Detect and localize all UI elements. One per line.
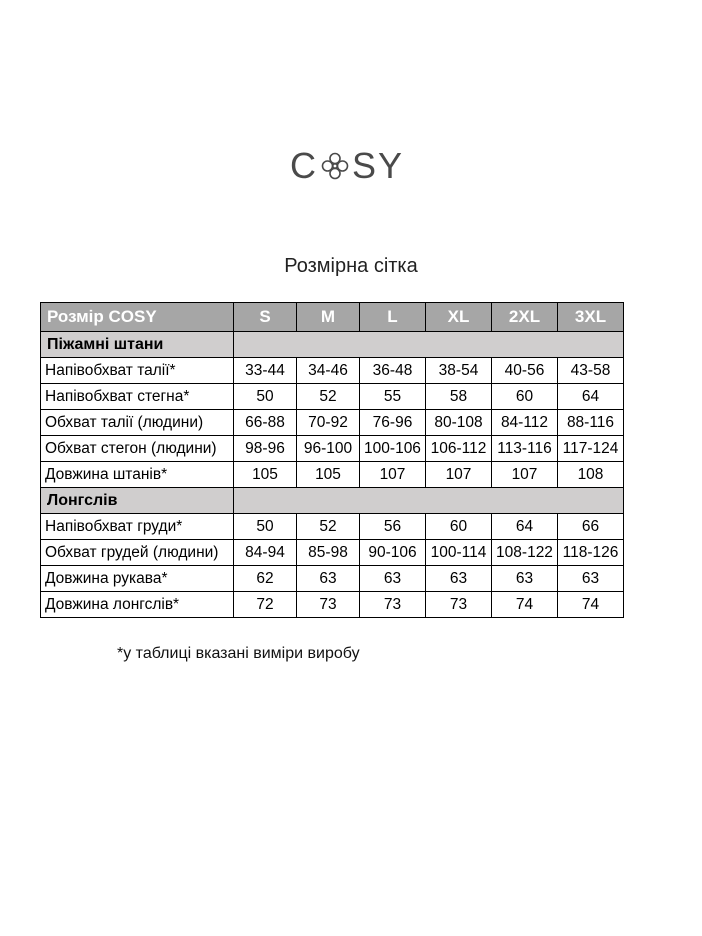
logo-text-start: C [290, 145, 318, 186]
table-cell: 88-116 [558, 410, 624, 436]
table-cell: 64 [492, 514, 558, 540]
table-header-row [41, 303, 624, 332]
table-row [41, 514, 624, 540]
table-cell: 52 [297, 514, 360, 540]
table-row [41, 436, 624, 462]
row-label: Довжина рукава* [41, 566, 234, 592]
header-size-l: L [360, 303, 426, 332]
table-row [41, 540, 624, 566]
row-label: Напівобхват талії* [41, 358, 234, 384]
table-cell: 105 [234, 462, 297, 488]
table-cell: 63 [558, 566, 624, 592]
flower-o-icon [320, 151, 350, 181]
table-cell: 100-114 [426, 540, 492, 566]
table-cell: 72 [234, 592, 297, 618]
footnote: *у таблиці вказані виміри виробу [117, 645, 360, 662]
table-cell: 106-112 [426, 436, 492, 462]
page-title: Розмірна сітка [284, 255, 418, 277]
table-cell: 66-88 [234, 410, 297, 436]
table-cell: 84-112 [492, 410, 558, 436]
header-size-xl: XL [426, 303, 492, 332]
table-cell: 73 [360, 592, 426, 618]
table-cell: 107 [492, 462, 558, 488]
header-size-2xl: 2XL [492, 303, 558, 332]
table-row [41, 384, 624, 410]
header-size-3xl: 3XL [558, 303, 624, 332]
logo-text-end: SY [352, 145, 405, 186]
table-row [41, 358, 624, 384]
table-cell: 62 [234, 566, 297, 592]
table-cell: 118-126 [558, 540, 624, 566]
table-cell: 55 [360, 384, 426, 410]
table-cell: 108-122 [492, 540, 558, 566]
table-cell: 43-58 [558, 358, 624, 384]
row-label: Обхват талії (людини) [41, 410, 234, 436]
header-size-s: S [234, 303, 297, 332]
table-cell: 85-98 [297, 540, 360, 566]
row-label: Довжина лонгслів* [41, 592, 234, 618]
table-cell: 73 [297, 592, 360, 618]
table-cell: 98-96 [234, 436, 297, 462]
table-cell: 38-54 [426, 358, 492, 384]
table-cell: 74 [558, 592, 624, 618]
table-cell: 108 [558, 462, 624, 488]
row-label: Обхват стегон (людини) [41, 436, 234, 462]
table-cell: 63 [492, 566, 558, 592]
brand-logo [290, 145, 404, 187]
table-body [41, 332, 624, 618]
table-row [41, 566, 624, 592]
table-cell: 74 [492, 592, 558, 618]
table-cell: 52 [297, 384, 360, 410]
table-cell: 96-100 [297, 436, 360, 462]
table-cell: 63 [297, 566, 360, 592]
table-cell: 36-48 [360, 358, 426, 384]
row-label: Напівобхват стегна* [41, 384, 234, 410]
table-cell: 90-106 [360, 540, 426, 566]
section-row [41, 332, 624, 358]
table-cell: 70-92 [297, 410, 360, 436]
table-cell: 100-106 [360, 436, 426, 462]
table-cell: 63 [360, 566, 426, 592]
row-label: Довжина штанів* [41, 462, 234, 488]
table-cell: 33-44 [234, 358, 297, 384]
table-cell: 66 [558, 514, 624, 540]
table-row [41, 592, 624, 618]
table-cell: 64 [558, 384, 624, 410]
table-row [41, 410, 624, 436]
size-chart-table [40, 302, 624, 618]
table-cell: 50 [234, 514, 297, 540]
table-cell: 63 [426, 566, 492, 592]
table-cell: 105 [297, 462, 360, 488]
table-cell: 84-94 [234, 540, 297, 566]
table-cell: 107 [426, 462, 492, 488]
table-cell: 56 [360, 514, 426, 540]
section-filler [234, 488, 624, 514]
table-cell: 76-96 [360, 410, 426, 436]
section-filler [234, 332, 624, 358]
header-size-m: M [297, 303, 360, 332]
section-title: Піжамні штани [41, 332, 234, 358]
table-cell: 40-56 [492, 358, 558, 384]
header-size-label: Розмір COSY [41, 303, 234, 332]
table-cell: 73 [426, 592, 492, 618]
row-label: Обхват грудей (людини) [41, 540, 234, 566]
table-cell: 58 [426, 384, 492, 410]
table-cell: 117-124 [558, 436, 624, 462]
table-cell: 60 [492, 384, 558, 410]
table-cell: 113-116 [492, 436, 558, 462]
table-cell: 50 [234, 384, 297, 410]
section-title: Лонгслів [41, 488, 234, 514]
table-cell: 60 [426, 514, 492, 540]
section-row [41, 488, 624, 514]
row-label: Напівобхват груди* [41, 514, 234, 540]
table-cell: 34-46 [297, 358, 360, 384]
table-row [41, 462, 624, 488]
table-cell: 107 [360, 462, 426, 488]
table-cell: 80-108 [426, 410, 492, 436]
